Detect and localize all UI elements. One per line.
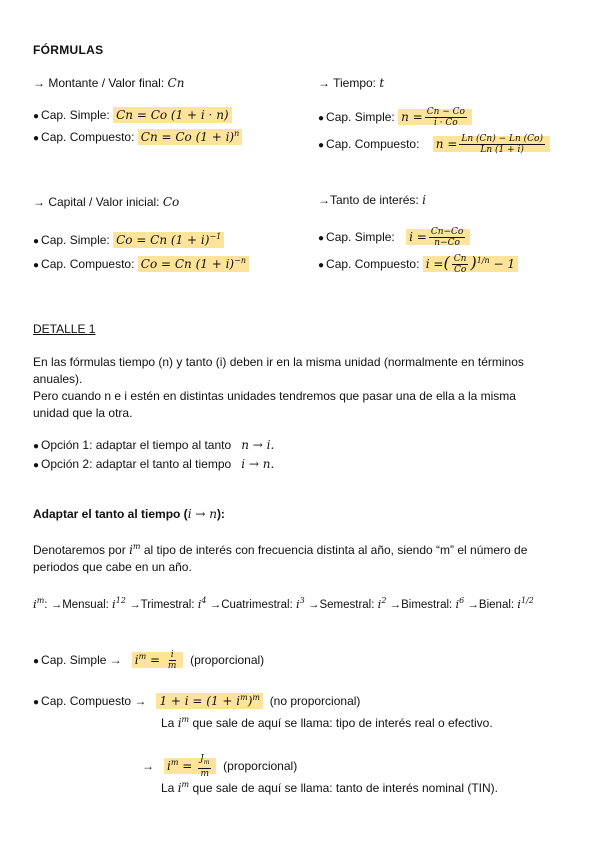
period-item: →Semestral: $i^2$ <box>307 596 387 611</box>
capital-compuesto-formula: Co = Cn $(1 + i)^{-n}$ <box>138 256 249 272</box>
tanto-compuesto: ● Cap. Compuesto: i =( $\frac{Cn}{Co}$ )$^{1/n}$ − 1 <box>318 253 518 275</box>
adaptar-compuesto-formula: $1 + i = (1 + i^m)^m$ <box>156 693 263 709</box>
page-title: FÓRMULAS <box>33 43 104 57</box>
tiempo-compuesto: ● Cap. Compuesto: n = $\frac{Ln (Cn) - Ln (Co)}{Ln (1 + i)}$ <box>318 134 550 155</box>
tanto-heading: →Tanto de interés: i <box>318 193 426 207</box>
period-item: →Cuatrimestral: $i^3$ <box>209 596 305 611</box>
nominal-description: La $i^m$ que sale de aquí se llama: tanto de interés nominal (TIN). <box>161 780 498 795</box>
adaptar-simple-formula: $i^m$ = $\frac{i}{m}$ <box>132 652 184 668</box>
compuesto-description: La $i^m$ que sale de aquí se llama: tipo de interés real o efectivo. <box>161 715 493 730</box>
tiempo-compuesto-formula: n = $\frac{Ln (Cn) - Ln (Co)}{Ln (1 + i)}$ <box>433 136 550 152</box>
tiempo-heading: → Tiempo: t <box>318 76 385 90</box>
capital-heading: → Capital / Valor inicial: Co <box>33 195 180 209</box>
period-item: →Mensual: $i^{12}$ <box>50 596 126 611</box>
period-item: →Bienal: $i^{1/2}$ <box>467 596 534 611</box>
opcion-1: ● Opción 1: adaptar el tiempo al tanto n → i. <box>33 438 275 452</box>
period-item: →Trimestral: $i^4$ <box>129 596 207 611</box>
detalle-paragraph-2: Pero cuando n e i estén en distintas unidades tendremos que pasar una de ella a la misma unidad que la otra. <box>33 389 516 420</box>
capital-compuesto: ● Cap. Compuesto: Co = Cn $(1 + i)^{-n}$ <box>33 257 249 271</box>
nominal-formula: $i^m$ = $\frac{J_m}{m}$ <box>164 758 216 774</box>
tanto-simple-formula: i = $\frac{Cn-Co}{n-Co}$ <box>406 229 470 245</box>
adaptar-compuesto: ● Cap. Compuesto → $1 + i = (1 + i^m)^m$ (no proporcional) <box>33 693 361 708</box>
periods-list: $i^m$: →Mensual: $i^{12}$ →Trimestral: $i^4$ →Cuatrimestral: $i^3$ →Semestral: $i^2$ →Bimestral: $i^6$ →Bienal: $i^{1/2}$ <box>33 596 534 611</box>
periods <box>50 596 534 611</box>
montante-compuesto: ● Cap. Compuesto: Cn = Co $(1 + i)^n$ <box>33 130 242 144</box>
montante-simple-formula: Cn = Co (1 + i · n) <box>113 107 232 123</box>
adaptar-heading: Adaptar el tanto al tiempo (i → n): <box>33 507 225 521</box>
period-item: →Bimestral: $i^6$ <box>389 596 465 611</box>
capital-simple-formula: Co = Cn $(1 + i)^{-1}$ <box>113 232 224 248</box>
montante-heading: → Montante / Valor final: Cn <box>33 76 185 90</box>
montante-simple: ● Cap. Simple: Cn = Co (1 + i · n) <box>33 108 232 122</box>
capital-simple: ● Cap. Simple: Co = Cn $(1 + i)^{-1}$ <box>33 233 224 247</box>
tanto-simple: ● Cap. Simple: i = $\frac{Cn-Co}{n-Co}$ <box>318 227 470 248</box>
detalle-paragraph-1: En las fórmulas tiempo (n) y tanto (i) deben ir en la misma unidad (normalmente en términos anuales). <box>33 355 524 386</box>
opcion-2: ● Opción 2: adaptar el tanto al tiempo i → n. <box>33 457 275 471</box>
tiempo-simple: ● Cap. Simple: n = $\frac{Cn - Co}{i \cdot Co}$ <box>318 107 472 128</box>
montante-compuesto-formula: Cn = Co $(1 + i)^n$ <box>138 129 243 145</box>
tiempo-simple-formula: n = $\frac{Cn - Co}{i \cdot Co}$ <box>398 109 472 125</box>
tanto-compuesto-formula: i =( $\frac{Cn}{Co}$ )$^{1/n}$ − 1 <box>423 256 518 272</box>
adaptar-simple: ● Cap. Simple → $i^m$ = $\frac{i}{m}$ (proporcional) <box>33 650 265 671</box>
nominal-formula-row: → $i^m$ = $\frac{J_m}{m}$ (proporcional) <box>142 754 298 779</box>
detalle-heading: DETALLE 1 <box>33 322 96 336</box>
adaptar-intro: Denotaremos por $i^m$ al tipo de interés con frecuencia distinta al año, siendo “m” el número de periodos que cabe en un año. <box>33 542 528 574</box>
